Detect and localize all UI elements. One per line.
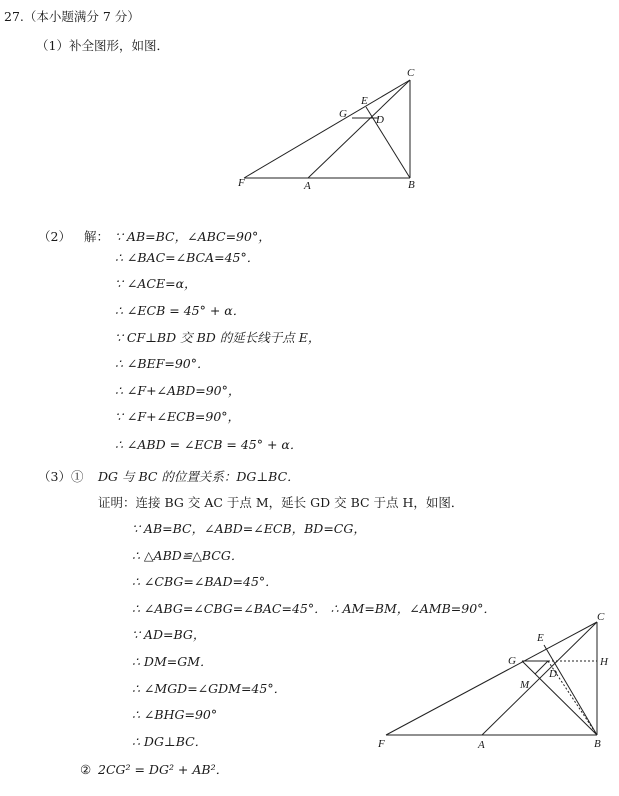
fig2-label-C: C bbox=[597, 611, 605, 623]
part3-line-7: ∴ ∠MGD=∠GDM=45°． bbox=[132, 681, 287, 696]
part2-jie: 解： bbox=[84, 229, 110, 244]
fig2-line-FC bbox=[386, 622, 597, 735]
fig1-label-A: A bbox=[304, 180, 311, 192]
fig1-label-G: G bbox=[339, 108, 347, 120]
part2-line-4: ∴ ∠ECB = 45° + α． bbox=[115, 303, 246, 318]
part3-label: （3）① bbox=[38, 469, 84, 484]
part2-line-5: ∵ CF⊥BD 交 BD 的延长线于点 E， bbox=[115, 330, 321, 345]
part3-line-3: ∴ ∠CBG=∠BAD=45°． bbox=[132, 574, 278, 589]
fig2-label-B: B bbox=[594, 738, 601, 750]
fig2-label-E: E bbox=[537, 632, 544, 644]
problem-header: 27.（本小题满分 7 分） bbox=[4, 9, 140, 24]
fig2-label-F: F bbox=[378, 738, 385, 750]
part3-proof-intro: 证明：连接 BG 交 AC 于点 M，延长 GD 交 BC 于点 H，如图． bbox=[98, 495, 464, 510]
part3-line-2: ∴ △ABD≌△BCG． bbox=[132, 548, 244, 563]
part3-line-9: ∴ DG⊥BC． bbox=[132, 734, 208, 749]
part3-line-5: ∵ AD=BG， bbox=[132, 627, 206, 642]
fig2-label-A: A bbox=[478, 739, 485, 751]
fig2-label-D: D bbox=[549, 668, 557, 680]
part3-line-8: ∴ ∠BHG=90° bbox=[132, 707, 218, 722]
part3-sub2-formula: 2CG² = DG² + AB²． bbox=[98, 762, 229, 777]
part3-line-4: ∴ ∠ABG=∠CBG=∠BAC=45°． ∴ AM=BM，∠AMB=90°． bbox=[132, 601, 496, 616]
fig1-label-C: C bbox=[407, 67, 415, 79]
part2-label: （2） bbox=[38, 229, 71, 244]
part3-sub2-label: ② bbox=[80, 762, 92, 777]
part2-line-7: ∴ ∠F+∠ABD=90°， bbox=[115, 383, 241, 398]
part2-line-6: ∴ ∠BEF=90°． bbox=[115, 356, 210, 371]
fig2-label-M: M bbox=[520, 679, 530, 691]
fig1-label-E: E bbox=[361, 95, 368, 107]
part2-line-2: ∴ ∠BAC=∠BCA=45°． bbox=[115, 250, 260, 265]
part2-line-1: ∵ AB=BC，∠ABC=90°， bbox=[115, 229, 271, 244]
part3-line-1: ∵ AB=BC，∠ABD=∠ECB，BD=CG， bbox=[132, 521, 366, 536]
part3-line-6: ∴ DM=GM． bbox=[132, 654, 213, 669]
fig2-label-H: H bbox=[600, 656, 608, 668]
part3-claim: DG 与 BC 的位置关系：DG⊥BC． bbox=[98, 469, 300, 484]
fig1-label-F: F bbox=[238, 177, 245, 189]
fig1-label-D: D bbox=[376, 114, 384, 126]
part2-line-3: ∵ ∠ACE=α， bbox=[115, 276, 197, 291]
part2-line-9: ∴ ∠ABD = ∠ECB = 45° + α． bbox=[115, 437, 303, 452]
part1-text: （1）补全图形，如图． bbox=[36, 38, 169, 53]
fig1-label-B: B bbox=[408, 179, 415, 191]
part2-line-8: ∵ ∠F+∠ECB=90°， bbox=[115, 409, 241, 424]
fig2-label-G: G bbox=[508, 655, 516, 667]
